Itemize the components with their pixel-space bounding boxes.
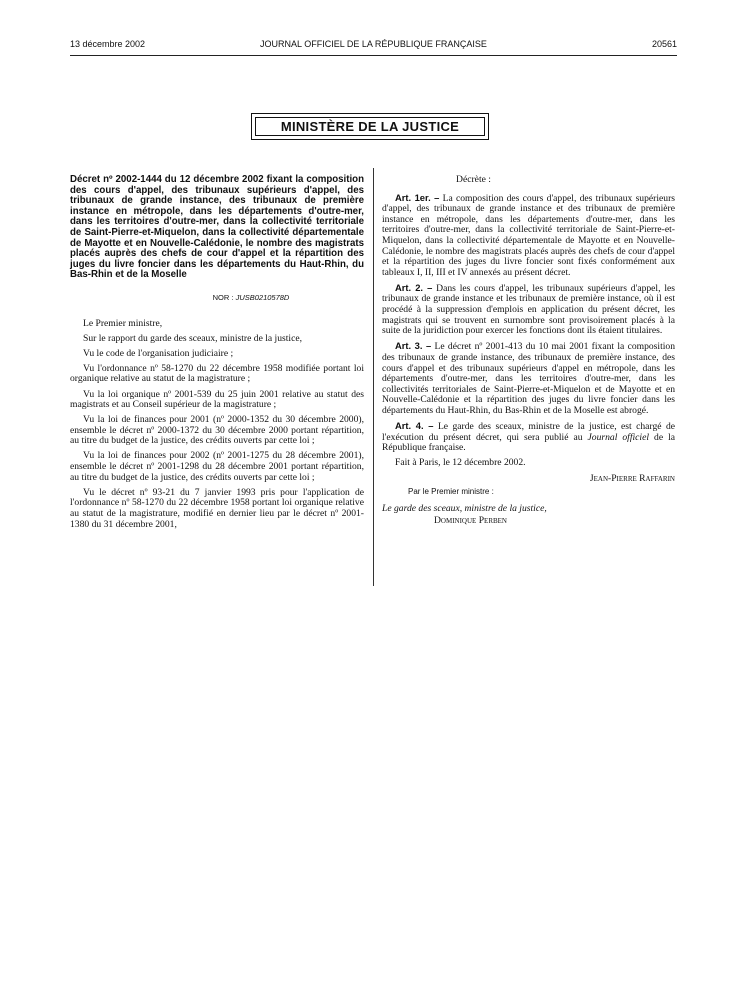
header-rule (70, 55, 677, 56)
nor-label: NOR : (212, 292, 234, 302)
article-4 (382, 421, 675, 454)
article-text: Le garde des sceaux, ministre de la justice, est chargé de l'exécution du présent décret, qui sera publié au (382, 420, 676, 443)
page-header (70, 39, 677, 53)
fait-a-paris: Fait à Paris, le 12 décembre 2002. (395, 457, 526, 469)
article-text: La composition des cours d'appel, des tribunaux supérieurs d'appel, des tribunaux de grande instance et des tribunaux de première instance en métropole, dans les départements d'outre-mer, dans les territoires d'outre-mer, dans la collectivité territoriale de Saint-Pierre-et-Miquelon, dans la collectivité départementale de Mayotte et en Nouvelle-Calédonie, le nombre des magistrats placés auprès des chefs de cour d'appel et la répartition des juges du livre foncier sont fixés conformément aux tableaux I, II, III et IV annexés au présent décret. (382, 192, 675, 278)
article-text: de la République française. (382, 431, 675, 454)
visa-line: Vu l'ordonnance nº 58-1270 du 22 décembre 1958 modifiée portant loi organique relative au statut de la magistrature ; (70, 362, 364, 385)
header-journal-title: JOURNAL OFFICIEL DE LA RÉPUBLIQUE FRANÇAISE (260, 39, 487, 49)
article-3 (382, 341, 675, 416)
visa-line: Vu le code de l'organisation judiciaire ; (83, 347, 234, 359)
visa-line: Sur le rapport du garde des sceaux, ministre de la justice, (83, 332, 302, 344)
par-le-premier-ministre: Par le Premier ministre : (408, 487, 494, 497)
article-label: Art. 3. – (395, 340, 432, 352)
left-column (70, 175, 364, 535)
nor-reference (138, 293, 364, 304)
ministry-title: MINISTÈRE DE LA JUSTICE (255, 117, 485, 136)
decrete-heading: Décrète : (456, 174, 491, 185)
signatory-name: Jean-Pierre Raffarin (589, 472, 675, 484)
right-column (382, 175, 675, 526)
article-text: Le décret nº 2001-413 du 10 mai 2001 fixant la composition des tribunaux de grande instance, des tribunaux de première instance, des cours d'appel et des tribunaux supérieurs d'appel en métropole, dans les départements d'outre-mer, dans les territoires d'outre-mer, dans les collectivités territoriales de Saint-Pierre-et-Miquelon et de Mayotte et en Nouvelle-Calédonie et la répartition des juges du livre foncier dans les départements du Haut-Rhin, du Bas-Rhin et de la Moselle est abrogé. (382, 341, 676, 416)
nor-code: JUSB0210578D (235, 292, 290, 302)
article-label: Art. 4. – (395, 419, 434, 431)
garde-des-sceaux-name: Dominique Perben (434, 514, 507, 526)
article-label: Art. 2. – (395, 281, 433, 293)
header-date: 13 décembre 2002 (70, 39, 146, 49)
visa-line: Vu la loi de finances pour 2002 (nº 2001-1275 du 28 décembre 2001), ensemble le décret nº 2001-1298 du 28 décembre 2001 portant répartition, au titre du budget de la justice, des crédits ouverts par cette loi ; (70, 450, 364, 483)
visa-line: Le Premier ministre, (83, 317, 163, 329)
header-page-number: 20561 (651, 39, 677, 49)
garde-des-sceaux-title: Le garde des sceaux, ministre de la justice, (382, 503, 547, 515)
visa-line: Vu le décret nº 93-21 du 7 janvier 1993 pris pour l'application de l'ordonnance nº 58-1270 du 22 décembre 1958 portant loi organique relative au statut de la magistrature, modifié en dernier lieu par le décret nº 2001-1380 du 31 décembre 2001, (70, 486, 364, 530)
decree-title: Décret nº 2002-1444 du 12 décembre 2002 fixant la composition des cours d'appel, des tribunaux supérieurs d'appel, des tribunaux de grande instance, des tribunaux de première instance en métropole, dans les départements d'outre-mer, dans les territoires d'outre-mer, dans la collectivité territoriale de Saint-Pierre-et-Miquelon, dans la collectivité départementale de Mayotte et en Nouvelle-Calédonie, le nombre des magistrats placés auprès des chefs de cour d'appel et la répartition des juges du livre foncier dans les départements du Haut-Rhin, du Bas-Rhin et de la Moselle (70, 174, 364, 281)
article-1 (382, 193, 675, 279)
visa-line: Vu la loi organique nº 2001-539 du 25 juin 2001 relative au statut des magistrats et au Conseil supérieur de la magistrature ; (70, 388, 364, 411)
article-2 (382, 283, 675, 337)
ministry-box (251, 113, 489, 140)
article-label: Art. 1er. – (395, 191, 440, 203)
article-text-italic: Journal officiel (587, 431, 650, 443)
column-separator (373, 168, 374, 586)
visa-line: Vu la loi de finances pour 2001 (nº 2000-1352 du 30 décembre 2000), ensemble le décret nº 2000-1372 du 30 décembre 2000 portant répartition, au titre du budget de la justice, des crédits ouverts par cette loi ; (70, 414, 364, 447)
article-text: Dans les cours d'appel, les tribunaux supérieurs d'appel, les tribunaux de grande instance et les tribunaux de première instance, où il est procédé à la suppression d'emplois en application du présent décret, les magistrats qui se trouvent en surnombre sont provisoirement placés à la suite de la juridiction pour exercer les fonctions dont ils étaient titulaires. (382, 282, 675, 337)
